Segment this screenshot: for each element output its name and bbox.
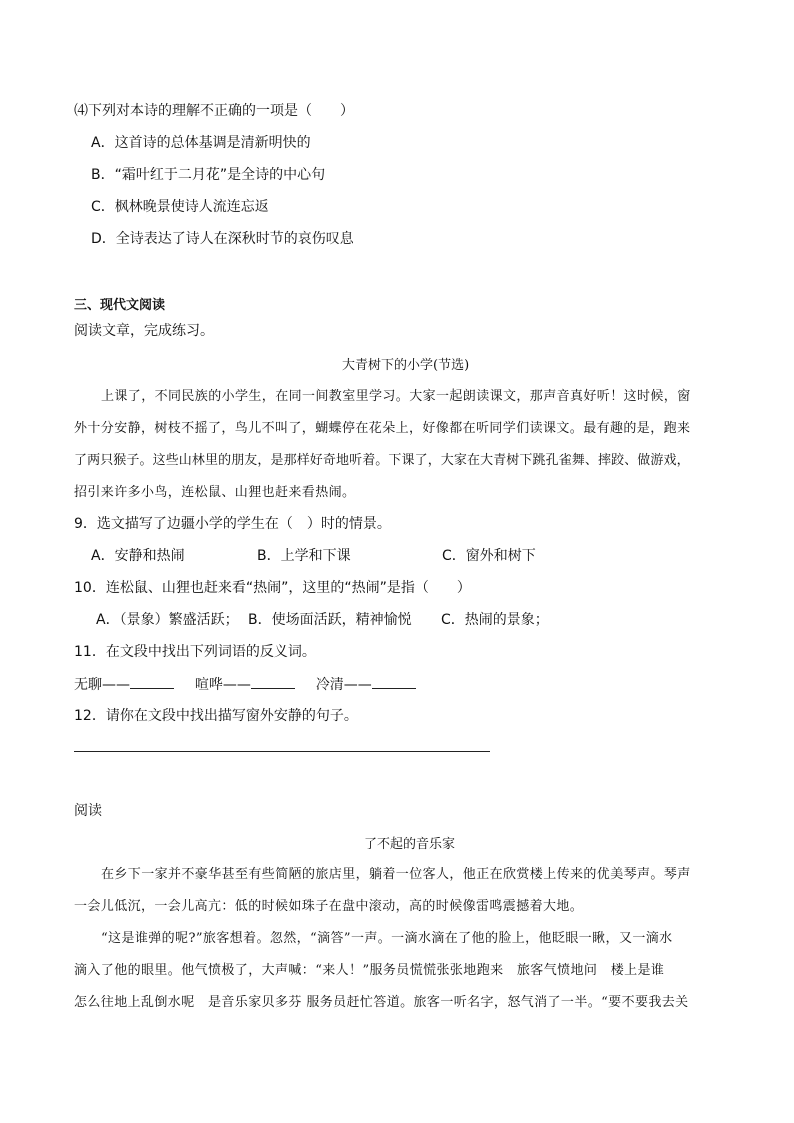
reading2-line-4: 滴入了他的眼里。他气愤极了，大声喊：“来人！”服务员慌慌张张地跑来 旅客气愤地问 楼上是谁 <box>74 963 665 978</box>
q11-stem: 11．在文段中找出下列词语的反义词。 <box>74 644 316 660</box>
reading2-line-1: 在乡下一家并不豪华甚至有些简陋的旅店里，躺着一位客人，他正在欣赏楼上传来的优美琴声。琴声 <box>101 867 691 882</box>
q9-option-c: C．窗外和树下 <box>442 548 536 564</box>
passage-line-4: 招引来许多小鸟，连松鼠、山狸也赶来看热闹。 <box>74 485 356 500</box>
q11-word-1: 无聊—— <box>74 677 130 693</box>
q4-option-c: C．枫林晚景使诗人流连忘返 <box>91 199 269 215</box>
q10-option-c: C．热闹的景象； <box>441 612 549 628</box>
q11-word-3: 冷清—— <box>315 677 372 693</box>
q4-option-a: A．这首诗的总体基调是清新明快的 <box>91 135 311 151</box>
q4-option-b: B．“霜叶红于二月花”是全诗的中心句 <box>91 167 326 183</box>
q4-option-d: D．全诗表达了诗人在深秋时节的哀伤叹息 <box>91 231 354 247</box>
passage-line-1: 上课了，不同民族的小学生，在同一间教室里学习。大家一起朗读课文，那声音真好听！这时候，窗 <box>101 389 691 404</box>
q10-option-b: B．使场面活跃，精神愉悦 <box>248 612 412 628</box>
q9-option-a: A．安静和热闹 <box>91 548 185 564</box>
reading2-line-5: 怎么往地上乱倒水呢 是音乐家贝多芬 服务员赶忙答道。旅客一听名字，怒气消了一半。“要不要我去关 <box>74 995 689 1010</box>
q12-stem: 12．请你在文段中找出描写窗外安静的句子。 <box>74 708 358 724</box>
q9-stem: 9．选文描写了边疆小学的学生在（ ）时的情景。 <box>74 516 391 532</box>
q11-answer-row <box>74 675 416 694</box>
section3-heading: 三、现代文阅读 <box>74 298 166 313</box>
q11-word-2: 喧哗—— <box>194 677 251 693</box>
q4-stem: ⑷下列对本诗的理解不正确的一项是（ ） <box>74 103 354 119</box>
q12-answer-line[interactable] <box>74 751 490 752</box>
q11-blank-3[interactable] <box>372 675 416 689</box>
q10-stem: 10．连松鼠、山狸也赶来看“热闹”，这里的“热闹”是指（ ） <box>74 580 471 596</box>
q9-option-b: B．上学和下课 <box>257 548 351 564</box>
section3-instruction: 阅读文章，完成练习。 <box>74 323 214 339</box>
q10-option-a: A．（景象）繁盛活跃； <box>96 612 239 628</box>
reading2-label: 阅读 <box>74 803 102 819</box>
reading2-line-2: 一会儿低沉，一会儿高亢：低的时候如珠子在盘中滚动，高的时候像雷鸣震撼着大地。 <box>74 899 584 914</box>
passage-line-2: 外十分安静，树枝不摇了，鸟儿不叫了，蝴蝶停在花朵上，好像都在听同学们读课文。最有趣的是，跑来 <box>74 421 691 436</box>
passage-title: 大青树下的小学(节选) <box>342 358 470 373</box>
reading2-line-3: “这是谁弹的呢?”旅客想着。忽然，“滴答”一声。一滴水滴在了他的脸上，他眨眼一瞅，又一滴水 <box>101 931 673 946</box>
reading2-title: 了不起的音乐家 <box>364 837 456 852</box>
passage-line-3: 了两只猴子。这些山林里的朋友，是那样好奇地听着。下课了，大家在大青树下跳孔雀舞、摔跤、做游戏， <box>74 453 690 468</box>
q11-blank-1[interactable] <box>130 675 174 689</box>
q11-blank-2[interactable] <box>251 675 295 689</box>
